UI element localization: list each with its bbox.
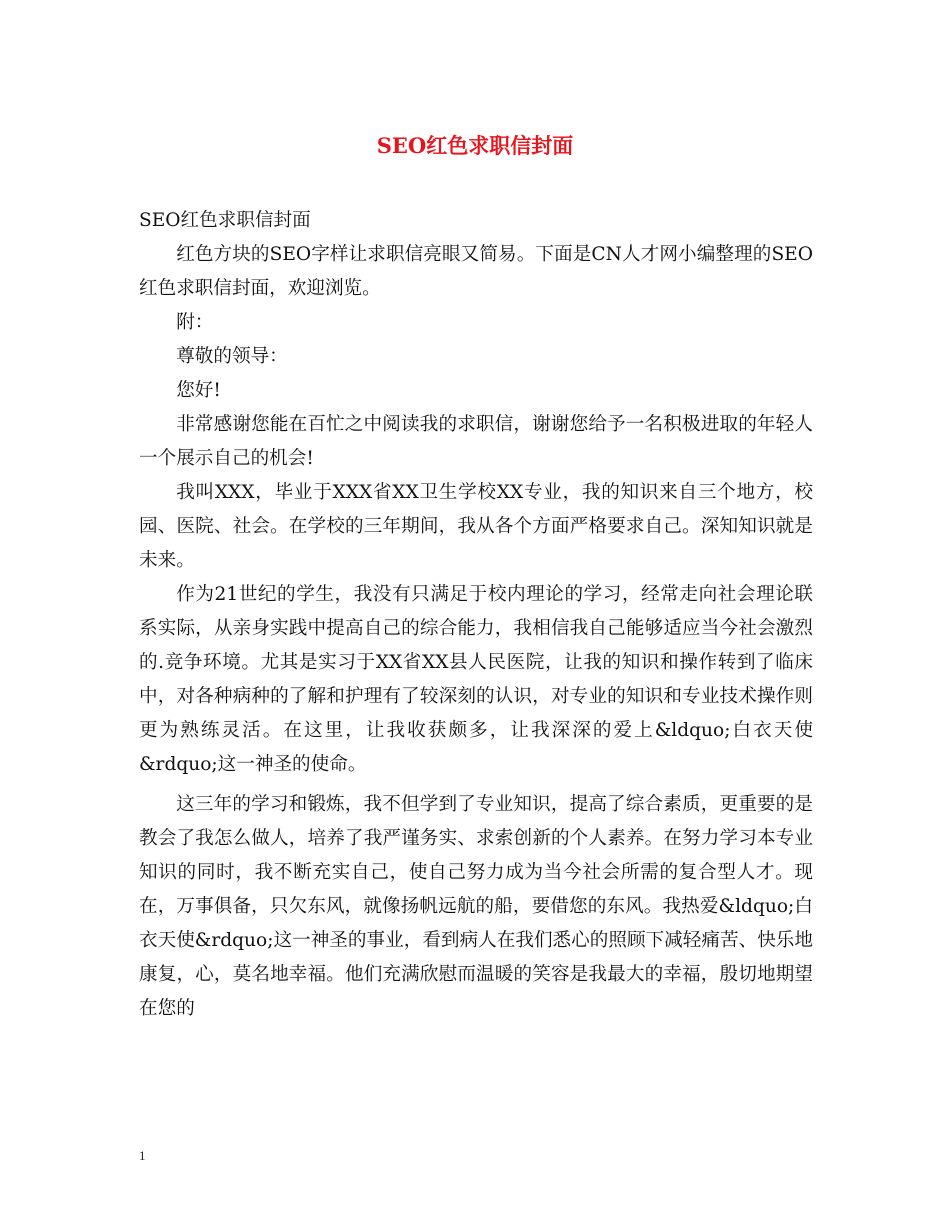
paragraph-intro: 红色方块的SEO字样让求职信亮眼又简易。下面是CN人才网小编整理的SEO红色求职信封面，欢迎浏览。 [139, 244, 813, 299]
paragraph-attachment: 附： [176, 312, 214, 333]
page-number: 1 [139, 1148, 146, 1163]
document-title: SEO红色求职信封面 [376, 133, 574, 158]
paragraph-thanks: 非常感谢您能在百忙之中阅读我的求职信，谢谢您给予一名积极进取的年轻人一个展示自己的机会! [139, 414, 813, 469]
paragraph-introduction: 我叫XXX，毕业于XXX省XX卫生学校XX专业，我的知识来自三个地方，校园、医院、社会。在学校的三年期间，我从各个方面严格要求自己。深知知识就是未来。 [139, 482, 813, 571]
paragraph-salutation: 尊敬的领导： [176, 346, 288, 367]
paragraph-practice: 作为21世纪的学生，我没有只满足于校内理论的学习，经常走向社会理论联系实际，从亲身实践中提高自己的综合能力，我相信我自己能够适应当今社会激烈的.竞争环境。尤其是实习于XX省XX县人民医院，让我的知识和操作转到了临床中，对各种病种的了解和护理有了较深刻的认识，对专业的知识和专业技术操作则更为熟练灵活。在这里，让我收获颇多，让我深深的爱上&ldquo;白衣天使&rdquo;这一神圣的使命。 [139, 584, 813, 775]
paragraph-growth: 这三年的学习和锻炼，我不但学到了专业知识，提高了综合素质，更重要的是教会了我怎么做人，培养了我严谨务实、求索创新的个人素养。在努力学习本专业知识的同时，我不断充实自己，使自己努力成为当今社会所需的复合型人才。现在，万事俱备，只欠东风，就像扬帆远航的船，要借您的东风。我热爱&ldquo;白衣天使&rdquo;这一神圣的事业，看到病人在我们悉心的照顾下减轻痛苦、快乐地康复，心，莫名地幸福。他们充满欣慰而温暖的笑容是我最大的幸福，殷切地期望在您的 [139, 794, 813, 1019]
paragraph-heading: SEO红色求职信封面 [139, 210, 311, 231]
document-body [139, 204, 813, 1026]
paragraph-greeting: 您好! [176, 380, 221, 401]
